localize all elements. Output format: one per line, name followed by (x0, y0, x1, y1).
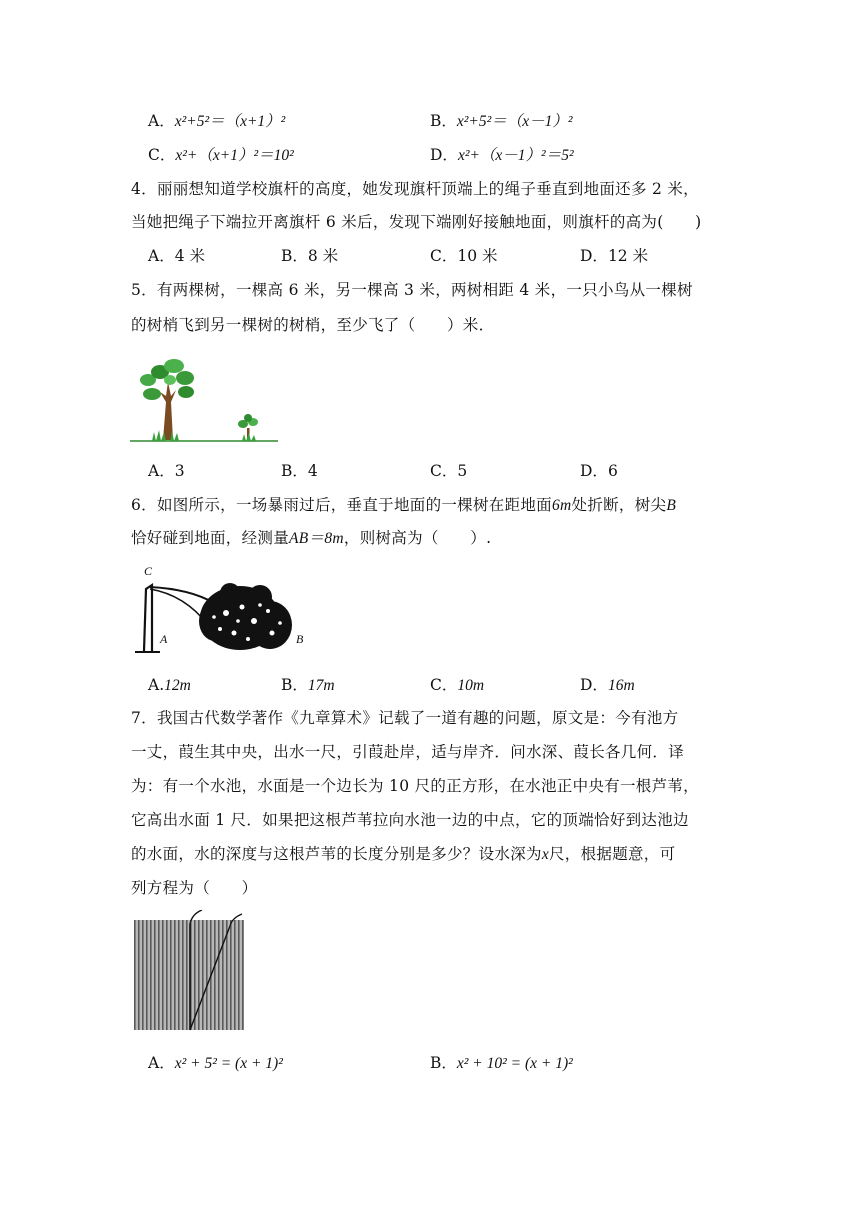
q3-option-b: B．x²+5²＝（x－1）² (430, 112, 573, 130)
pond-water (134, 920, 244, 1030)
q4-stem-line-1: 4．丽丽想知道学校旗杆的高度，她发现旗杆顶端上的绳子垂直到地面还多 2 米， (131, 180, 699, 198)
q5-option-a: A．3 (148, 462, 185, 480)
q6-broken-tree-figure (130, 563, 310, 659)
q4-option-a: A．4 米 (148, 247, 205, 265)
q7-reed-pond-figure (134, 910, 246, 1032)
q7-stem-line-6: 列方程为（ ） (131, 879, 258, 897)
q4-option-c: C．10 米 (430, 247, 498, 265)
q4-option-d: D．12 米 (580, 247, 649, 265)
big-tree (140, 359, 194, 441)
q4-option-b: B．8 米 (281, 247, 339, 265)
label-a: A (160, 632, 168, 646)
q6-option-c: C．10m (430, 676, 485, 694)
q5-option-d: D．6 (580, 462, 618, 480)
label-c: C (144, 564, 153, 578)
q5-trees-figure (130, 352, 280, 446)
q3-option-c: C．x²+（x+1）²＝10² (148, 146, 294, 164)
q7-stem-line-3: 为：有一个水池，水面是一个边长为 10 尺的正方形，在水池正中央有一根芦苇， (131, 777, 699, 795)
q6-stem-line-1: 6．如图所示，一场暴雨过后，垂直于地面的一棵树在距地面6m处折断，树尖B (131, 496, 677, 514)
q6-option-b: B．17m (281, 676, 335, 694)
trunk (144, 585, 152, 651)
q6-option-d: D．16m (580, 676, 635, 694)
q6-option-a: A.12m (148, 676, 191, 694)
q3-option-d: D．x²+（x－1）²＝5² (430, 146, 574, 164)
q7-stem-line-2: 一丈，葭生其中央，出水一尺，引葭赴岸，适与岸齐．问水深、葭长各几何．译 (131, 743, 685, 761)
q7-stem-line-4: 它高出水面 1 尺．如果把这根芦苇拉向水池一边的中点，它的顶端恰好到达池边 (131, 811, 689, 829)
q6-stem-line-2: 恰好碰到地面，经测量AB＝8m，则树高为（ ）. (131, 529, 492, 547)
q7-option-a: A．x² + 5² = (x + 1)² (148, 1054, 283, 1072)
q5-stem-line-1: 5．有两棵树，一棵高 6 米，另一棵高 3 米，两树相距 4 米，一只小鸟从一棵树 (131, 281, 693, 299)
q5-stem-line-2: 的树梢飞到另一棵树的树梢，至少飞了（ ）米． (131, 316, 495, 334)
q7-option-b: B．x² + 10² = (x + 1)² (430, 1054, 573, 1072)
q7-stem-line-1: 7．我国古代数学著作《九章算术》记载了一道有趣的问题，原文是：今有池方 (131, 709, 679, 727)
q5-option-c: C．5 (430, 462, 468, 480)
q4-stem-line-2: 当她把绳子下端拉开离旗杆 6 米后，发现下端刚好接触地面，则旗杆的高为( ) (131, 213, 702, 231)
q5-option-b: B．4 (281, 462, 318, 480)
small-tree (238, 414, 258, 441)
q3-option-a: A．x²+5²＝（x+1）² (148, 112, 286, 130)
label-b: B (296, 632, 304, 646)
q7-stem-line-5: 的水面，水的深度与这根芦苇的长度分别是多少？设水深为x尺，根据题意，可 (131, 845, 676, 863)
